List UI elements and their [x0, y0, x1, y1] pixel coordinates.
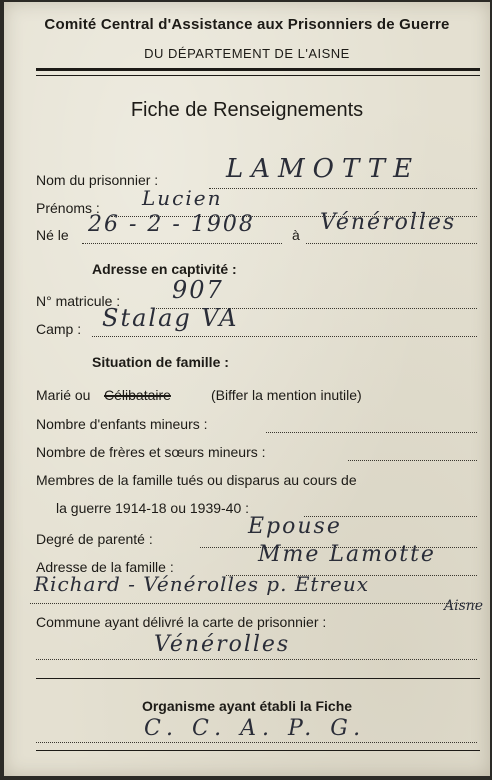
label-membres-line2: la guerre 1914-18 ou 1939-40 :: [56, 500, 250, 516]
label-a: à: [292, 227, 300, 243]
department-subtitle: DU DÉPARTEMENT DE L'AISNE: [144, 46, 350, 61]
dots-freres-soeurs: [348, 460, 477, 461]
value-date-naissance: 26 - 2 - 1908: [88, 212, 255, 237]
label-degre: Degré de parenté :: [36, 531, 153, 547]
label-prenoms: Prénoms :: [36, 200, 100, 216]
form-title: Fiche de Renseignements: [130, 99, 364, 121]
label-organisme: Organisme ayant établi la Fiche: [141, 698, 353, 714]
committee-title: Comité Central d'Assistance aux Prisonniers de Guerre: [44, 16, 450, 33]
dots-lieu: [306, 243, 477, 244]
label-ne-le: Né le: [36, 227, 69, 243]
value-nom: LAMOTTE: [226, 154, 421, 184]
value-degre: Epouse: [248, 514, 342, 539]
label-nom: Nom du prisonnier :: [36, 172, 159, 188]
header-rule-thin: [36, 75, 480, 76]
section-adresse-captivite: Adresse en captivité :: [92, 261, 237, 277]
label-commune: Commune ayant délivré la carte de prisonnier :: [36, 614, 327, 630]
dots-commune: [36, 659, 477, 660]
label-matricule: N° matricule :: [36, 293, 121, 309]
footer-rule-bottom: [36, 750, 480, 751]
value-matricule: 907: [172, 276, 224, 304]
dots-date: [82, 243, 282, 244]
dots-organisme: [36, 742, 477, 743]
value-adresse-line2: Richard - Vénérolles p. Etreux: [34, 572, 370, 596]
value-commune: Vénérolles: [154, 632, 291, 657]
label-freres-soeurs: Nombre de frères et sœurs mineurs :: [36, 444, 266, 460]
label-marie-ou: Marié ou: [36, 387, 91, 403]
header-rule-thick: [36, 68, 480, 71]
label-camp: Camp :: [36, 321, 82, 337]
value-organisme: C. C. A. P. G.: [144, 716, 367, 741]
dots-enfants: [266, 432, 477, 433]
label-biffer-note: (Biffer la mention inutile): [211, 387, 362, 403]
value-camp: Stalag VA: [102, 304, 239, 332]
dots-camp: [92, 336, 477, 337]
value-adresse-line1: Mme Lamotte: [258, 542, 436, 567]
value-lieu-naissance: Vénérolles: [320, 210, 457, 235]
prisoner-info-card: [4, 2, 490, 776]
label-enfants: Nombre d'enfants mineurs :: [36, 416, 208, 432]
value-commune-annotation: Aisne: [444, 598, 484, 614]
footer-rule-top: [36, 678, 480, 679]
label-adresse-famille: Adresse de la famille :: [36, 559, 174, 575]
label-celibataire-struck: Célibataire: [104, 387, 171, 403]
dots-adresse-line2: [30, 603, 477, 604]
value-prenoms: Lucien: [142, 186, 223, 210]
dots-nom: [209, 188, 477, 189]
label-membres-line1: Membres de la famille tués ou disparus au cours de: [36, 472, 357, 488]
section-situation-famille: Situation de famille :: [92, 354, 229, 370]
